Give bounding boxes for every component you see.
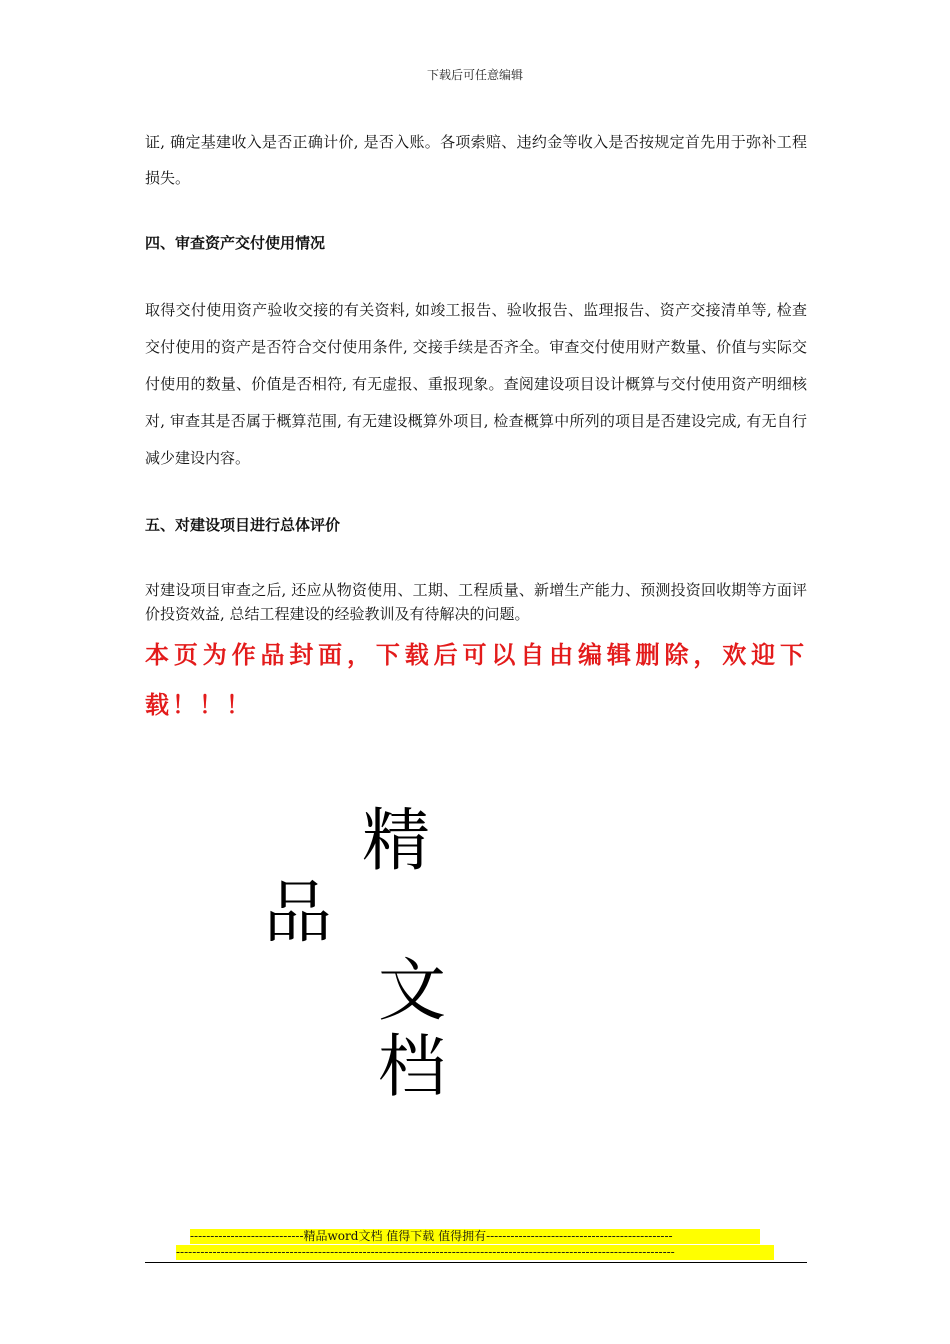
- cover-char-dang: 档: [378, 1028, 447, 1107]
- paragraph-revenue: 证, 确定基建收入是否正确计价, 是否入账。各项索赔、违约金等收入是否按规定首先用于弥补工程损失。: [145, 133, 807, 187]
- footer-rule: [145, 1262, 807, 1263]
- section-heading-4: 四、审查资产交付使用情况: [145, 234, 326, 252]
- cover-char-jing: 精: [362, 802, 431, 881]
- editable-notice: 本页为作品封面，下载后可以自由编辑删除，欢迎下载！！！: [145, 641, 807, 719]
- paragraph-asset-delivery: 取得交付使用资产验收交接的有关资料, 如竣工报告、验收报告、监理报告、资产交接清单等, 检查交付使用的资产是否符合交付使用条件, 交接手续是否齐全。审查交付使用财产数量、价值与实际交付使用的数量、价值是否相符, 有无虚报、重报现象。查阅建设项目设计概算与交付使用资产明细核对, 审查其是否属于概算范围, 有无建设概算外项目, 检查概算中所列的项目是否建设完成, 有无自行减少建设内容。: [145, 301, 807, 467]
- page-header: 下载后可任意编辑: [426, 68, 523, 82]
- footer-banner-line2: ---------------------------------------------------------------------------------------------------------------------------: [176, 1245, 774, 1260]
- cover-char-wen: 文: [378, 952, 447, 1031]
- cover-char-pin: 品: [264, 874, 333, 953]
- footer-banner-line1: ----------------------------精品word文档 值得下载 值得拥有----------------------------------------------: [190, 1229, 760, 1244]
- paragraph-overall-evaluation: 对建设项目审查之后, 还应从物资使用、工期、工程质量、新增生产能力、预测投资回收期等方面评价投资效益, 总结工程建设的经验教训及有待解决的问题。: [145, 581, 807, 623]
- section-heading-5: 五、对建设项目进行总体评价: [145, 516, 341, 534]
